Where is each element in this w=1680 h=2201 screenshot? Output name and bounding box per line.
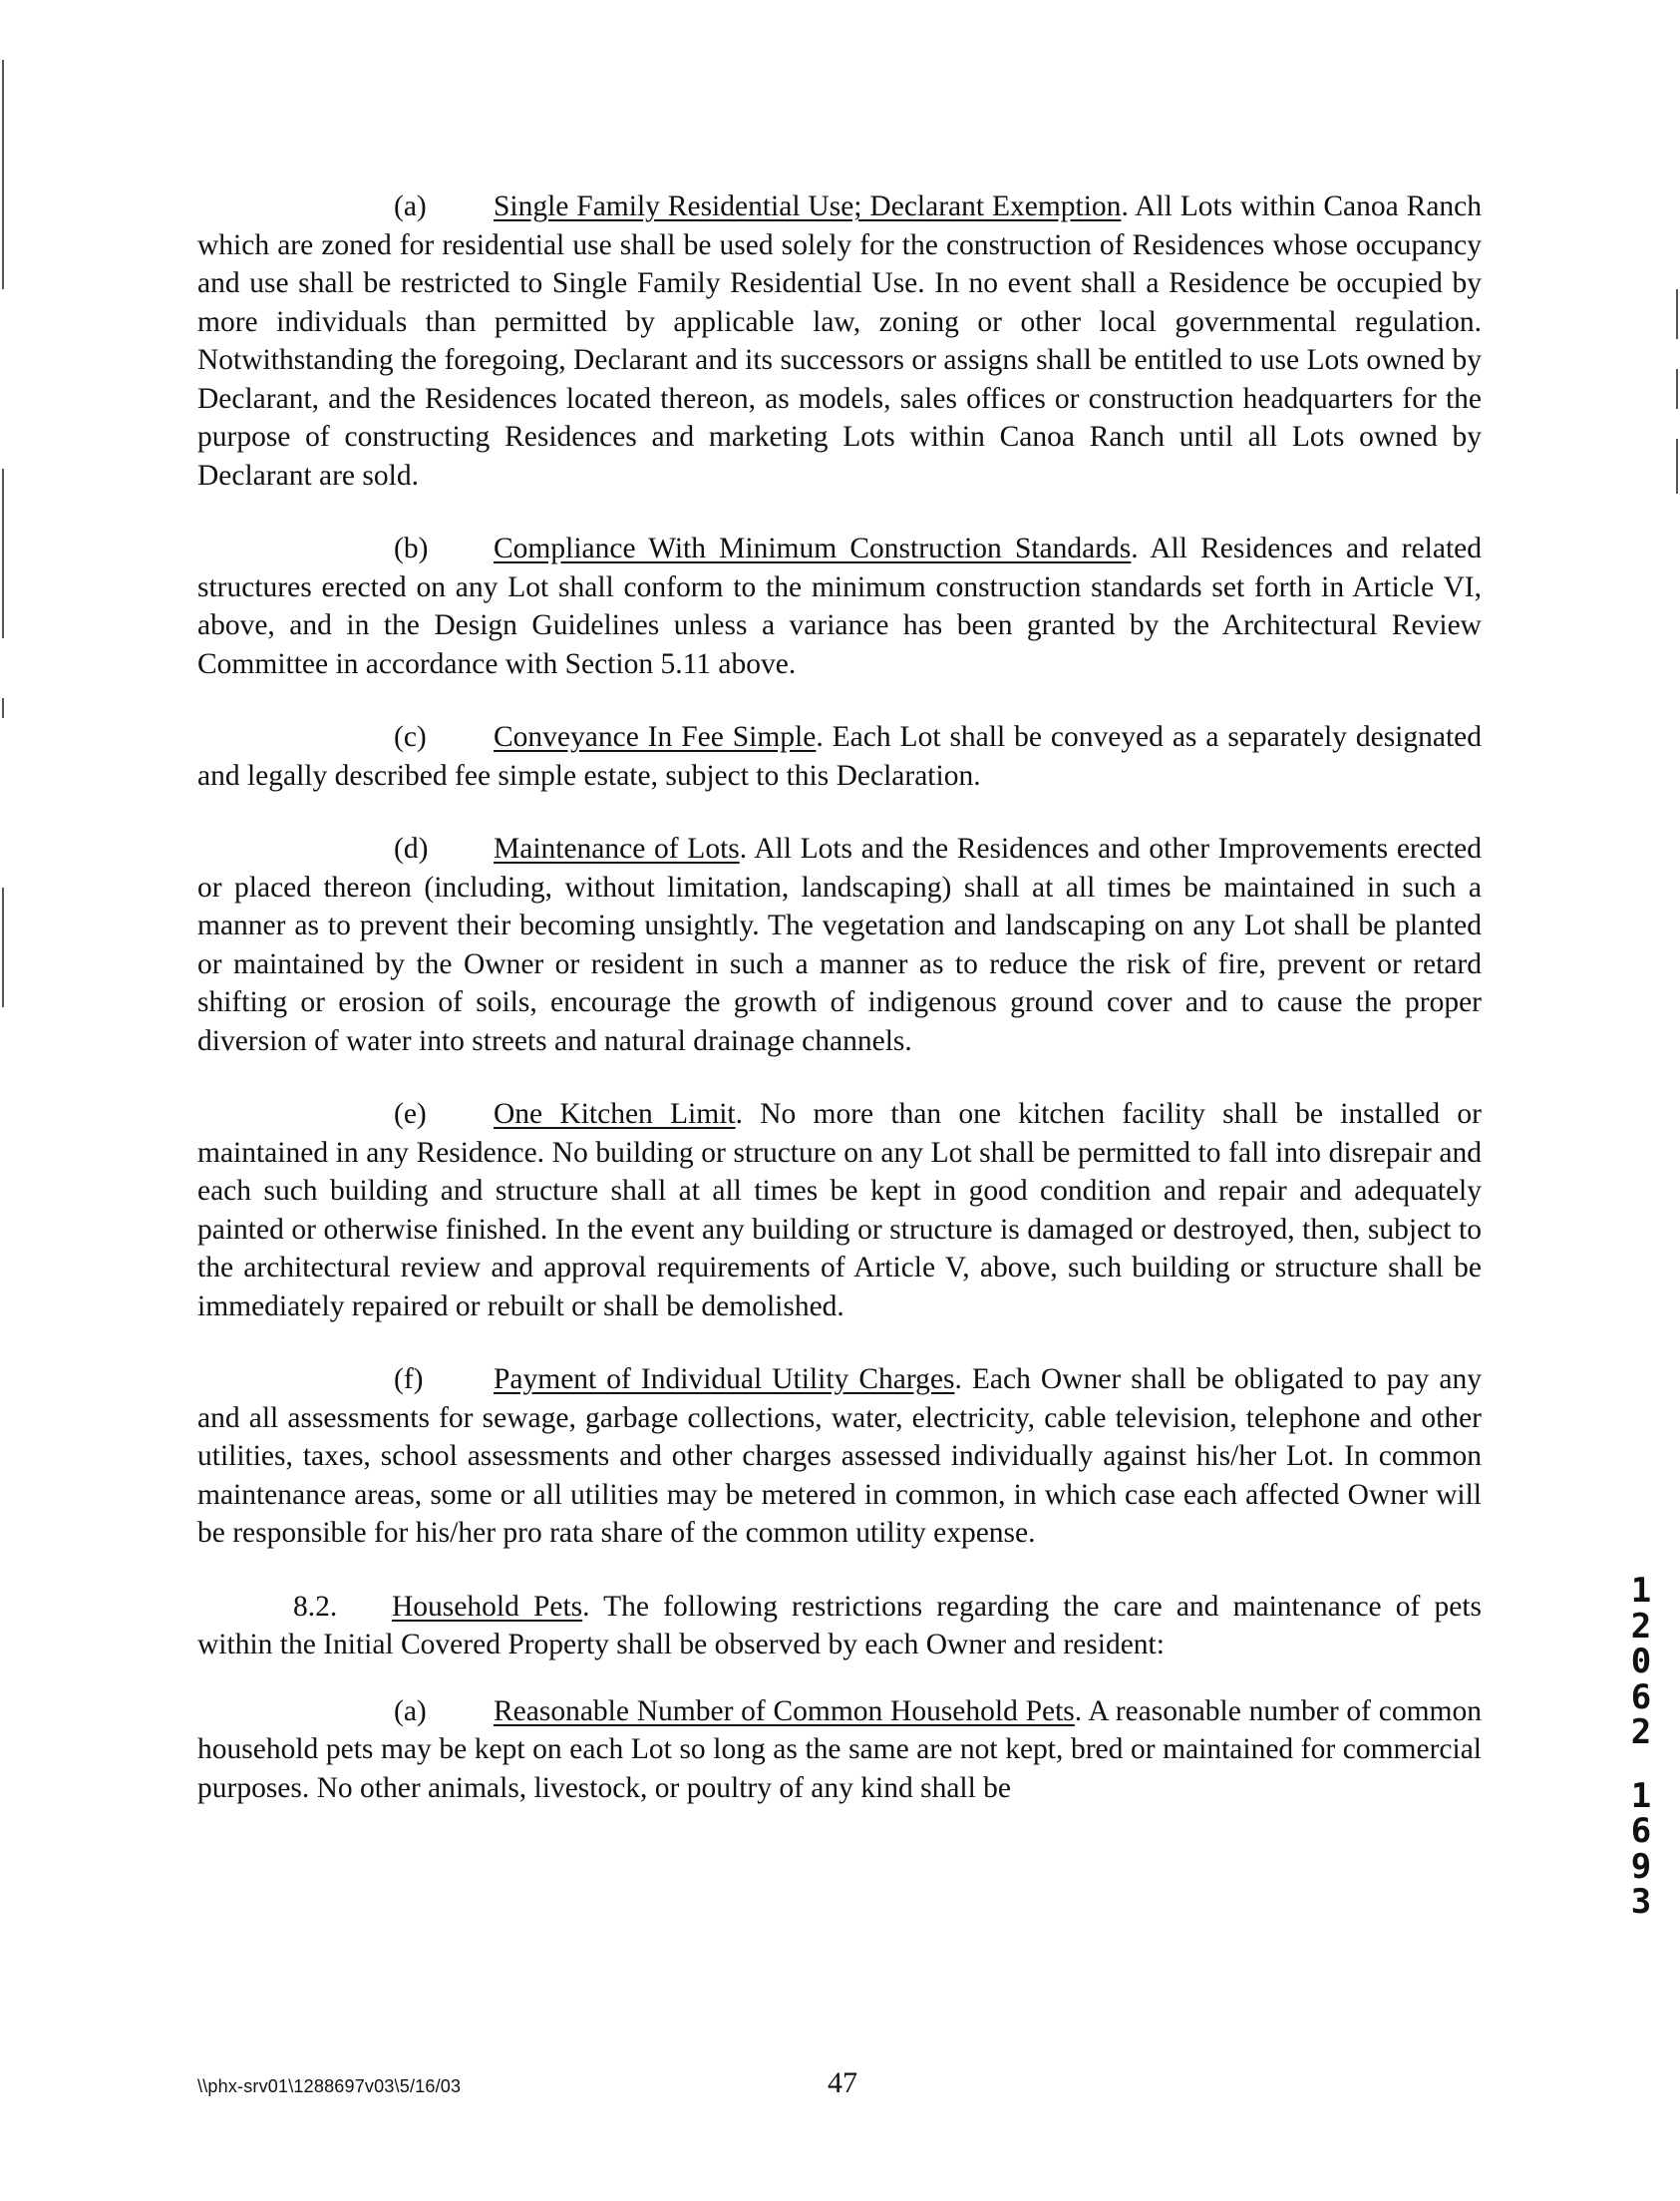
scan-edge-mark (2, 60, 4, 289)
scan-edge-mark (1676, 369, 1678, 409)
stamp-digit: 2 (1630, 1712, 1652, 1752)
paragraph-d-maintenance (197, 830, 1482, 1060)
stamp-gap (1617, 1751, 1665, 1779)
paragraph-text: . All Residences and related structures erected on any Lot shall conform to the minimum construction standards set forth in Article VI, above, and in the Design Guidelines unless a variance has been granted by the Architectural Review Committee in accordance with Section 5.11 above. (197, 533, 1482, 680)
paragraph-heading: Single Family Residential Use; Declarant Exemption (494, 190, 1122, 222)
stamp-digit: 6 (1630, 1676, 1652, 1717)
paragraph-label: (d) (394, 833, 429, 865)
footer-file-reference: \\phx-srv01\1288697v03\5/16/03 (197, 2076, 462, 2096)
paragraph-label: (c) (394, 721, 427, 753)
scan-edge-mark (2, 888, 4, 1007)
scan-edge-mark (1676, 289, 1678, 339)
stamp-digit: 9 (1630, 1846, 1652, 1887)
paragraph-heading: One Kitchen Limit (494, 1098, 736, 1130)
paragraph-text: . A reasonable number of common household pets may be kept on each Lot so long as the same are not kept, bred or maintained for commercial purposes. No other animals, livestock, or poultry of any kind shall be (197, 1694, 1482, 1804)
page-number: 47 (828, 2066, 857, 2099)
paragraph-label: (a) (394, 1694, 427, 1727)
paragraph-label: (e) (394, 1098, 427, 1130)
subparagraph-a-pets (197, 1692, 1482, 1808)
stamp-digit: 6 (1630, 1811, 1652, 1851)
section-text: . The following restrictions regarding the care and maintenance of pets within the Initial Covered Property shall be observed by each Owner and resident: (197, 1590, 1483, 1660)
paragraph-text: . All Lots and the Residences and other Improvements erected or placed thereon (including, without limitation, landscaping) shall at all times be maintained in such a manner as to prevent their becoming unsightly. The vegetation and landscaping on any Lot shall be planted or maintained by the Owner or resident in such a manner as to reduce the risk of fire, prevent or retard shifting or erosion of soils, encourage the growth of indigenous ground cover and to cause the proper diversion of water into streets and natural drainage channels. (197, 833, 1482, 1057)
paragraph-heading: Conveyance In Fee Simple (494, 721, 817, 753)
stamp-digit: 1 (1630, 1571, 1652, 1611)
paragraph-f-utility-charges (197, 1360, 1482, 1553)
scan-edge-mark (2, 698, 4, 718)
paragraph-heading: Compliance With Minimum Construction Standards (494, 533, 1132, 564)
paragraph-text: . No more than one kitchen facility shall be installed or maintained in any Residence. No building or structure on any Lot shall be permitted to fall into disrepair and each such building and structure shall at all times be kept in good condition and repair and adequately painted or otherwise finished. In the event any building or structure is damaged or destroyed, then, subject to the architectural review and approval requirements of Article V, above, such building or structure shall be immediately repaired or rebuilt or shall be demolished. (197, 1098, 1482, 1322)
paragraph-b-construction-standards (197, 530, 1482, 683)
paragraph-heading: Reasonable Number of Common Household Pets (494, 1694, 1075, 1727)
paragraph-text: . Each Lot shall be conveyed as a separately designated and legally described fee simple estate, subject to this Declaration. (197, 721, 1483, 792)
recording-number-stamp (1617, 1571, 1665, 1922)
paragraph-text: . Each Owner shall be obligated to pay any and all assessments for sewage, garbage collections, water, electricity, cable television, telephone and other utilities, taxes, school assessments and other charges assessed individually against his/her Lot. In common maintenance areas, some or all utilities may be metered in common, in which case each affected Owner will be responsible for his/her pro rata share of the common utility expense. (197, 1363, 1483, 1549)
paragraph-label: (b) (394, 533, 429, 564)
paragraph-label: (f) (394, 1363, 424, 1395)
paragraph-e-kitchen-limit (197, 1095, 1482, 1325)
scan-edge-mark (2, 469, 4, 638)
document-body (197, 187, 1482, 1807)
paragraph-heading: Maintenance of Lots (494, 833, 740, 865)
paragraph-label: (a) (394, 190, 427, 222)
stamp-digit: 0 (1630, 1642, 1652, 1681)
stamp-digit: 1 (1630, 1775, 1652, 1816)
section-heading: Household Pets (392, 1590, 583, 1623)
paragraph-text: . All Lots within Canoa Ranch which are zoned for residential use shall be used solely for the construction of Residences whose occupancy and use shall be restricted to Single Family Residential Use. In no event shall a Residence be occupied by more individuals than permitted by applicable law, zoning or other local governmental regulation. Notwithstanding the foregoing, Declarant and its successors or assigns shall be entitled to use Lots owned by Declarant, and the Residences located thereon, as models, sales offices or construction headquarters for the purpose of constructing Residences and marketing Lots within Canoa Ranch until all Lots owned by Declarant are sold. (197, 190, 1483, 492)
section-label: 8.2. (293, 1590, 338, 1623)
section-8-2-household-pets (197, 1588, 1482, 1664)
stamp-digit: 2 (1630, 1606, 1652, 1647)
paragraph-c-conveyance (197, 718, 1482, 795)
scan-edge-mark (1676, 439, 1678, 494)
stamp-digit: 3 (1630, 1882, 1652, 1922)
paragraph-heading: Payment of Individual Utility Charges (494, 1363, 955, 1395)
paragraph-a-residential-use (197, 187, 1482, 495)
